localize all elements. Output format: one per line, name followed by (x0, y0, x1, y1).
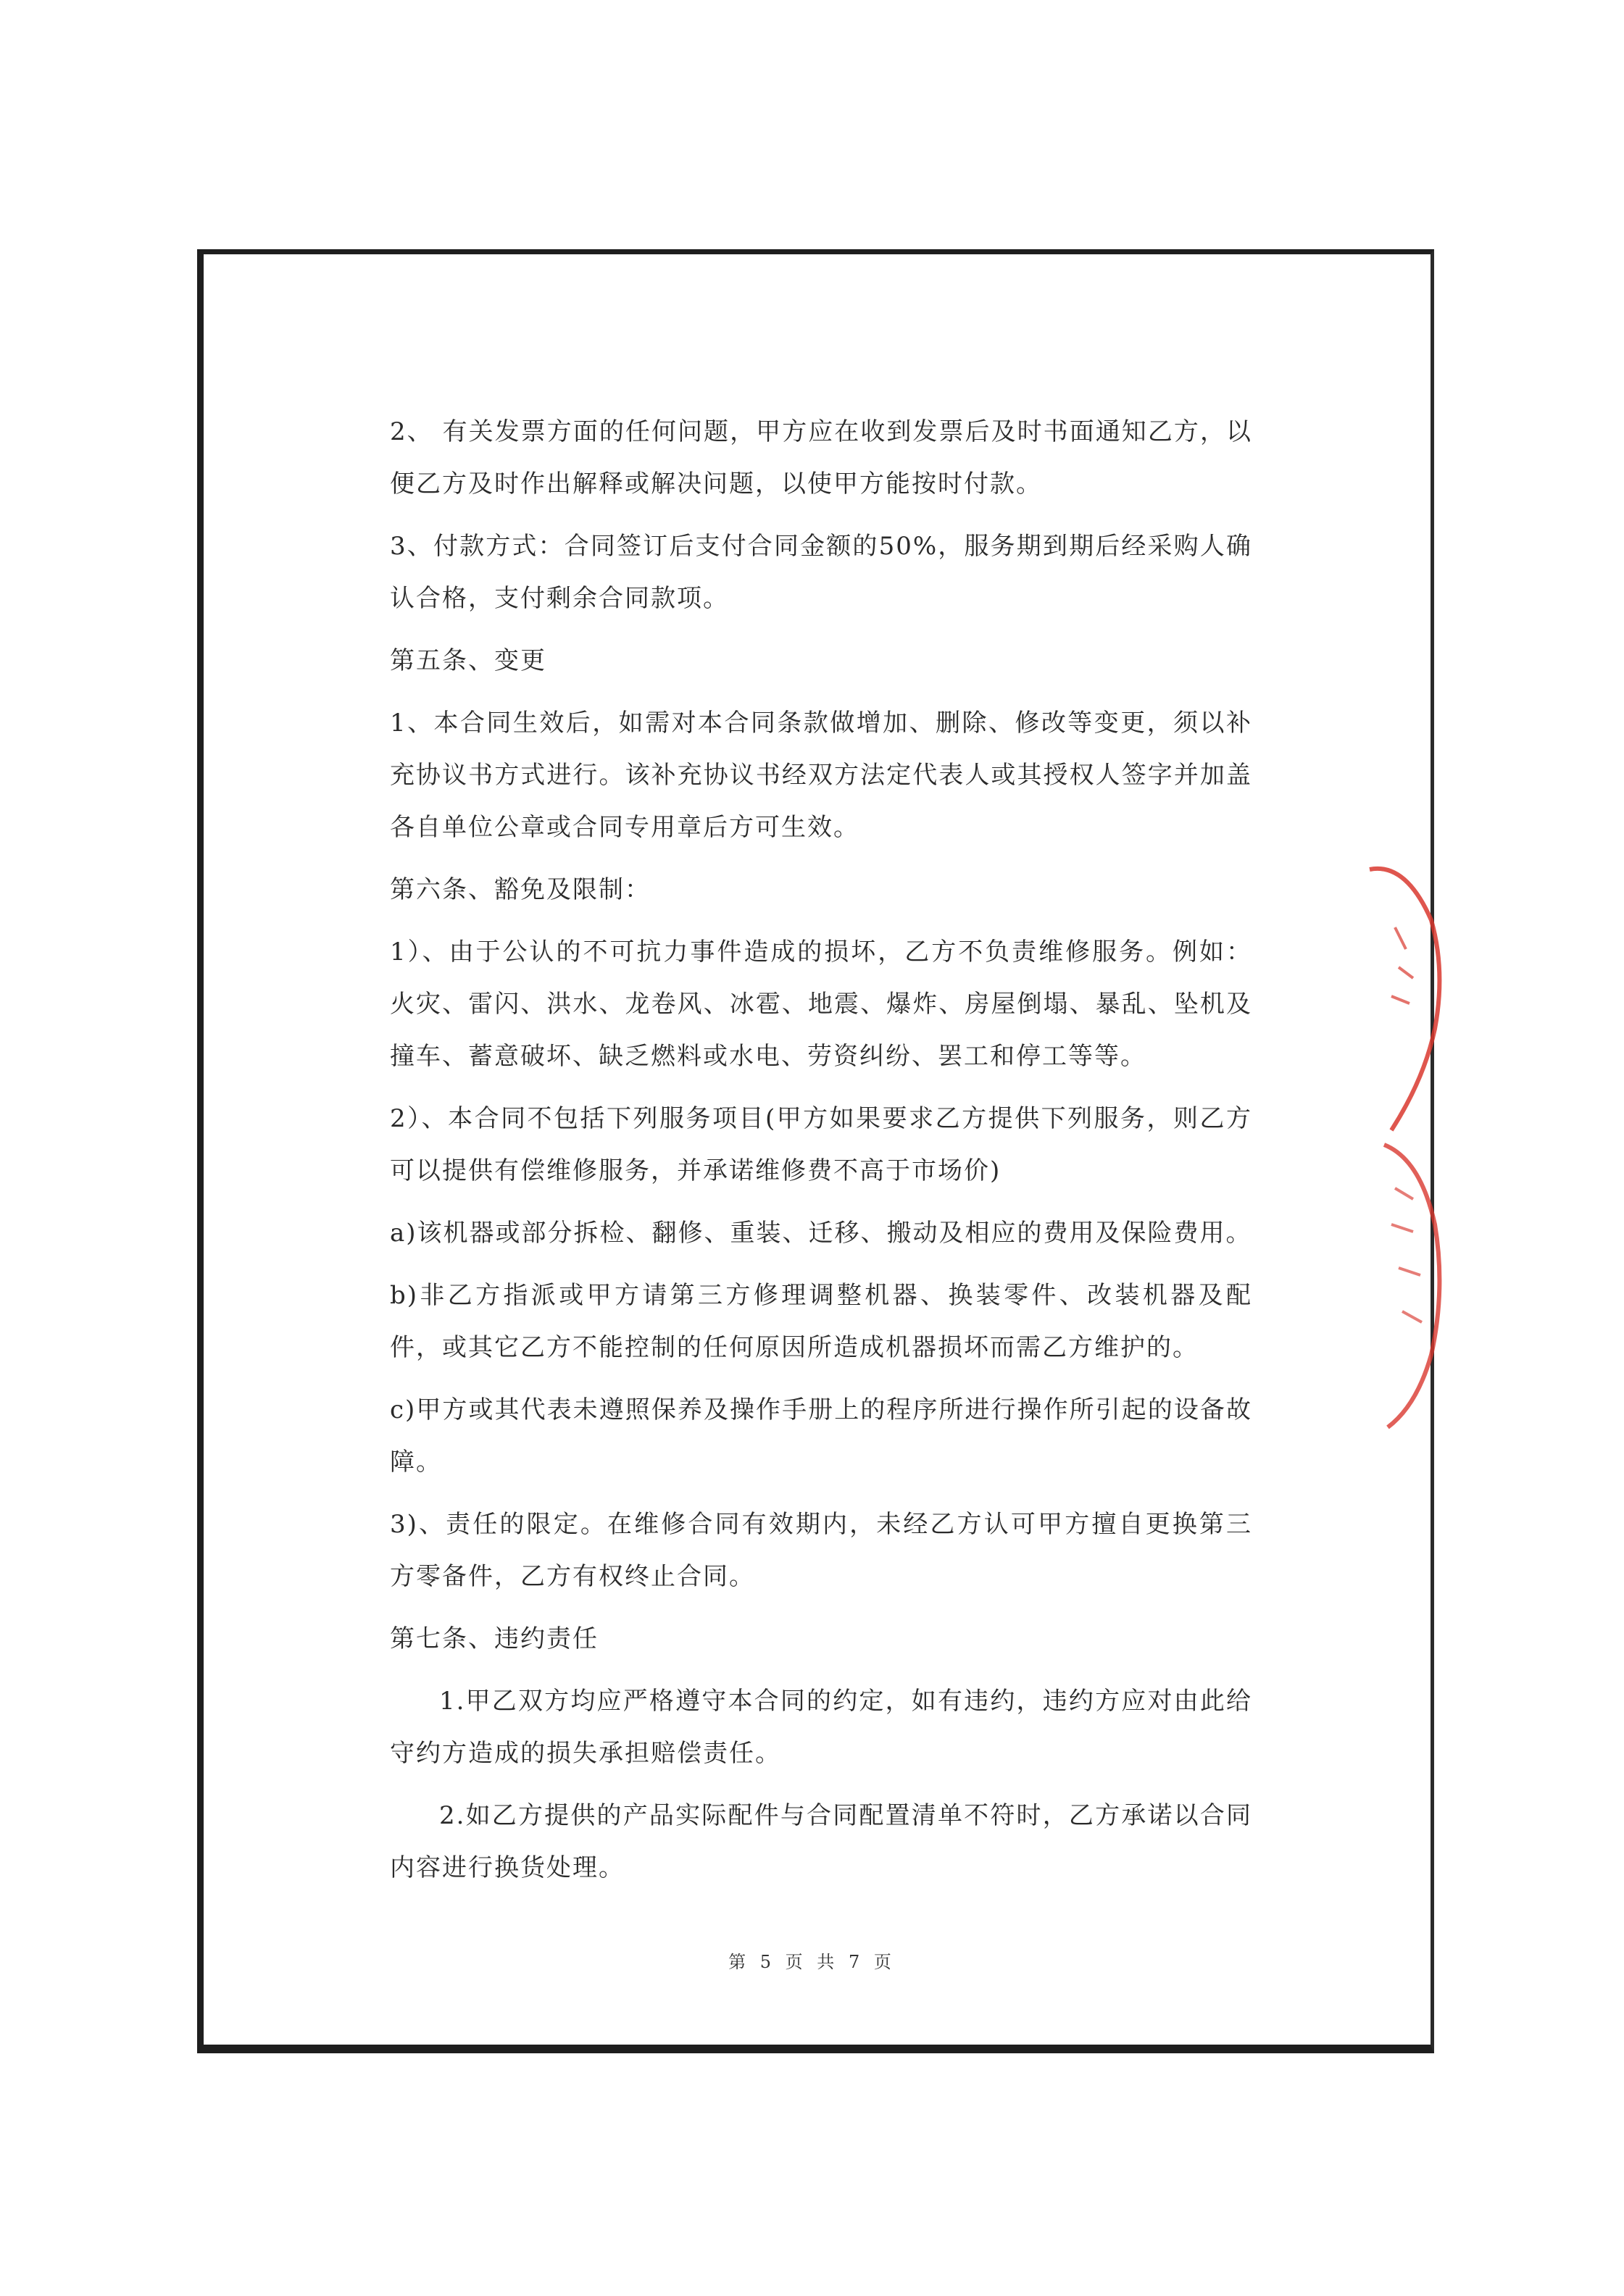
article-7-heading: 第七条、违约责任 (390, 1624, 599, 1653)
article-6-heading: 第六条、豁免及限制： (390, 875, 651, 904)
payment-method-clause: 3、付款方式：合同签订后支付合同金额的50%，服务期到期后经采购人确认合格，支付剩余合同款项。 (390, 532, 1252, 613)
breach-liability-clause-2: 2.如乙方提供的产品实际配件与合同配置清单不符时，乙方承诺以合同内容进行换货处理。 (390, 1801, 1252, 1882)
article-5-heading: 第五条、变更 (390, 646, 546, 675)
invoice-issue-clause: 2、 有关发票方面的任何问题，甲方应在收到发票后及时书面通知乙方，以便乙方及时作出解释或解决问题，以使甲方能按时付款。 (390, 417, 1252, 498)
excluded-item-b: b)非乙方指派或甲方请第三方修理调整机器、换装零件、改装机器及配件，或其它乙方不能控制的任何原因所造成机器损坏而需乙方维护的。 (390, 1281, 1252, 1362)
amendment-clause: 1、本合同生效后，如需对本合同条款做增加、删除、修改等变更，须以补充协议书方式进行。该补充协议书经双方法定代表人或其授权人签字并加盖各自单位公章或合同专用章后方可生效。 (390, 709, 1252, 842)
liability-limit-clause: 3)、责任的限定。在维修合同有效期内，未经乙方认可甲方擅自更换第三方零备件，乙方有权终止合同。 (390, 1510, 1252, 1591)
excluded-services-clause: 2）、本合同不包括下列服务项目(甲方如果要求乙方提供下列服务，则乙方可以提供有偿维修服务，并承诺维修费不高于市场价) (390, 1104, 1252, 1185)
page-number: 第 5 页 共 7 页 (728, 1952, 896, 1972)
excluded-item-c: c)甲方或其代表未遵照保养及操作手册上的程序所进行操作所引起的设备故障。 (390, 1395, 1252, 1477)
contract-body (390, 406, 1252, 1904)
force-majeure-clause: 1）、由于公认的不可抗力事件造成的损坏，乙方不负责维修服务。例如：火灾、雷闪、洪水、龙卷风、冰雹、地震、爆炸、房屋倒塌、暴乱、坠机及撞车、蓄意破坏、缺乏燃料或水电、劳资纠纷、罢工和停工等等。 (390, 938, 1252, 1071)
excluded-item-a: a)该机器或部分拆检、翻修、重装、迁移、搬动及相应的费用及保险费用。 (390, 1219, 1252, 1248)
breach-liability-clause-1: 1.甲乙双方均应严格遵守本合同的约定，如有违约，违约方应对由此给守约方造成的损失承担赔偿责任。 (390, 1687, 1252, 1768)
